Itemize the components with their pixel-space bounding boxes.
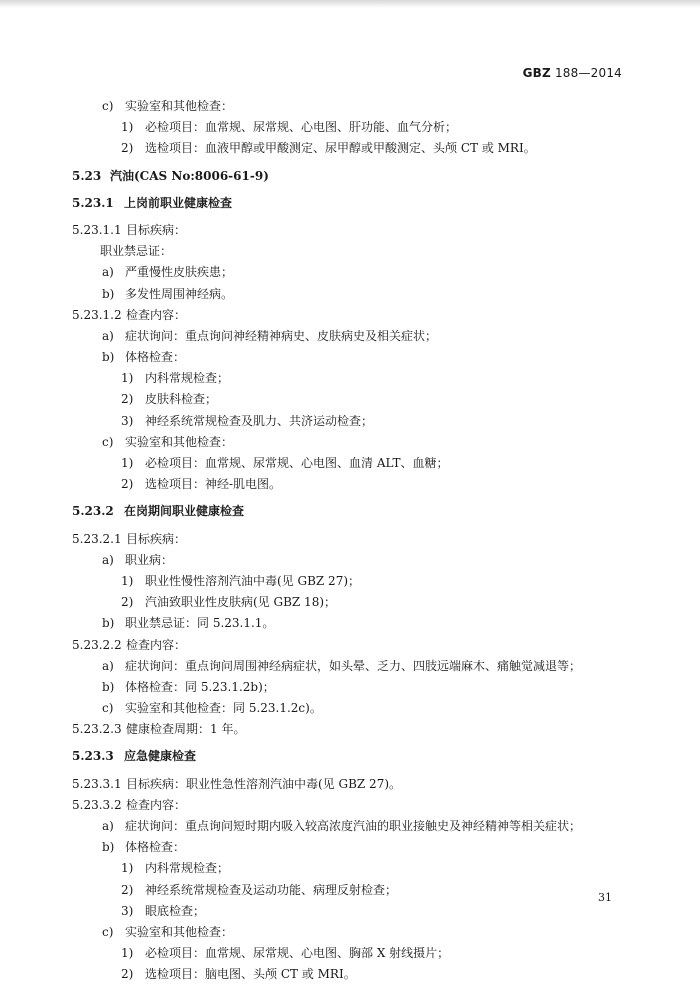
document-line bbox=[0, 774, 700, 795]
clause-number: a) bbox=[102, 552, 114, 567]
clause-text: 汽油致职业性皮肤病(见 GBZ 18)； bbox=[145, 595, 337, 610]
clause-text: 职业禁忌证： bbox=[100, 244, 173, 259]
clause-text: 职业性慢性溶剂汽油中毒(见 GBZ 27)； bbox=[145, 573, 361, 588]
document-line bbox=[0, 241, 700, 262]
clause-number: 5.23.2.1 bbox=[72, 531, 122, 546]
document-line bbox=[0, 880, 700, 901]
clause-text: 实验室和其他检查： bbox=[125, 434, 234, 449]
clause-number: 2) bbox=[121, 595, 134, 610]
standard-number: 188—2014 bbox=[554, 66, 622, 80]
section-heading bbox=[0, 746, 700, 767]
clause-number: b) bbox=[102, 616, 115, 631]
document-line bbox=[0, 347, 700, 368]
clause-text: 实验室和其他检查： bbox=[125, 924, 234, 939]
clause-number: 2) bbox=[121, 967, 134, 982]
clause-text: 检查内容： bbox=[126, 307, 187, 322]
clause-number: a) bbox=[102, 658, 114, 673]
clause-number: 2) bbox=[121, 141, 134, 156]
document-line bbox=[0, 571, 700, 592]
clause-text: 目标疾病：职业性急性溶剂汽油中毒(见 GBZ 27)。 bbox=[126, 776, 402, 791]
clause-number: 1) bbox=[121, 861, 134, 876]
clause-text: 皮肤科检查； bbox=[145, 392, 218, 407]
clause-number: b) bbox=[102, 840, 115, 855]
clause-text: 目标疾病： bbox=[126, 531, 187, 546]
document-line bbox=[0, 837, 700, 858]
clause-text: 职业禁忌证：同 5.23.1.1。 bbox=[125, 616, 275, 631]
clause-text: 职业病： bbox=[125, 552, 174, 567]
clause-number: 2) bbox=[121, 477, 134, 492]
document-line bbox=[0, 858, 700, 879]
clause-text: 体格检查： bbox=[125, 350, 186, 365]
clause-text: 选检项目：神经-肌电图。 bbox=[145, 477, 282, 492]
clause-text: 选检项目：血液甲醇或甲酸测定、尿甲醇或甲酸测定、头颅 CT 或 MRI。 bbox=[145, 141, 536, 156]
document-line bbox=[0, 411, 700, 432]
document-line bbox=[0, 474, 700, 495]
clause-number: 5.23.2.2 bbox=[72, 637, 122, 652]
clause-text: 选检项目：脑电图、头颅 CT 或 MRI。 bbox=[145, 967, 356, 982]
clause-text: 必检项目：血常规、尿常规、心电图、血清 ALT、血糖； bbox=[145, 456, 449, 470]
clause-number: 1) bbox=[121, 946, 134, 961]
clause-number: 5.23.1.1 bbox=[72, 222, 122, 237]
document-line bbox=[0, 117, 700, 138]
clause-number: 5.23.1.2 bbox=[72, 307, 122, 322]
document-line bbox=[0, 698, 700, 719]
document-line bbox=[0, 613, 700, 634]
document-line bbox=[0, 816, 700, 837]
clause-number: b) bbox=[102, 286, 115, 301]
clause-text: 内科常规检查； bbox=[145, 861, 230, 876]
clause-number: 5.23.1 bbox=[72, 195, 114, 210]
document-line bbox=[0, 432, 700, 453]
page-header bbox=[523, 66, 622, 80]
document-line bbox=[0, 550, 700, 571]
document-line bbox=[0, 719, 700, 740]
document-line bbox=[0, 677, 700, 698]
clause-number: 5.23.2.3 bbox=[72, 722, 122, 737]
document-line bbox=[0, 368, 700, 389]
clause-text: 在岗期间职业健康检查 bbox=[124, 504, 245, 519]
clause-text: 严重慢性皮肤疾患； bbox=[125, 265, 234, 280]
clause-text: 必检项目：血常规、尿常规、心电图、胸部 X 射线摄片； bbox=[145, 946, 450, 961]
clause-text: 检查内容： bbox=[126, 637, 187, 652]
clause-number: 3) bbox=[121, 413, 134, 428]
clause-number: 1) bbox=[121, 371, 134, 386]
clause-text: 内科常规检查； bbox=[145, 371, 230, 386]
clause-number: 3) bbox=[121, 903, 134, 918]
clause-text: 应急健康检查 bbox=[124, 749, 197, 764]
clause-number: 5.23.3 bbox=[72, 749, 114, 764]
section-heading bbox=[0, 193, 700, 214]
clause-text: 实验室和其他检查：同 5.23.1.2c)。 bbox=[125, 701, 322, 716]
clause-number: c) bbox=[102, 924, 114, 939]
clause-number: c) bbox=[102, 99, 114, 113]
document-line bbox=[0, 592, 700, 613]
clause-text: 症状询问：重点询问短时期内吸入较高浓度汽油的职业接触史及神经精神等相关症状； bbox=[125, 819, 582, 833]
clause-number: 5.23.3.1 bbox=[72, 776, 122, 791]
clause-text: 神经系统常规检查及运动功能、病理反射检查； bbox=[145, 882, 398, 897]
document-line bbox=[0, 656, 700, 677]
document-line bbox=[0, 453, 700, 474]
clause-text: 上岗前职业健康检查 bbox=[124, 195, 233, 210]
clause-text: 健康检查周期：1 年。 bbox=[126, 722, 246, 737]
clause-number: 1) bbox=[121, 573, 134, 588]
clause-text: 体格检查：同 5.23.1.2b)； bbox=[125, 679, 275, 694]
clause-text: 汽油(CAS No:8006-61-9) bbox=[110, 168, 269, 183]
clause-number: 1) bbox=[121, 120, 134, 135]
clause-text: 实验室和其他检查： bbox=[125, 99, 234, 113]
clause-number: a) bbox=[102, 328, 114, 343]
clause-number: 1) bbox=[121, 456, 134, 470]
clause-text: 多发性周围神经病。 bbox=[125, 286, 234, 301]
clause-number: a) bbox=[102, 819, 114, 833]
clause-text: 目标疾病： bbox=[126, 222, 187, 237]
document-line bbox=[0, 964, 700, 985]
document-line bbox=[0, 138, 700, 159]
document-line bbox=[0, 635, 700, 656]
document-line bbox=[0, 220, 700, 241]
document-line bbox=[0, 389, 700, 410]
document-line bbox=[0, 529, 700, 550]
clause-number: 5.23.2 bbox=[72, 504, 114, 519]
clause-text: 体格检查： bbox=[125, 840, 186, 855]
document-line bbox=[0, 326, 700, 347]
clause-number: 5.23.3.2 bbox=[72, 797, 122, 812]
section-heading bbox=[0, 501, 700, 522]
document-line bbox=[0, 96, 700, 117]
clause-text: 眼底检查； bbox=[145, 903, 206, 918]
section-heading bbox=[0, 166, 700, 187]
document-line bbox=[0, 922, 700, 943]
clause-number: b) bbox=[102, 679, 115, 694]
document-line bbox=[0, 943, 700, 964]
document-line bbox=[0, 262, 700, 283]
document-line bbox=[0, 284, 700, 305]
clause-number: a) bbox=[102, 265, 114, 280]
clause-text: 症状询问：重点询问周围神经病症状，如头晕、乏力、四肢远端麻木、痛触觉减退等； bbox=[125, 658, 582, 673]
clause-number: c) bbox=[102, 434, 114, 449]
clause-text: 神经系统常规检查及肌力、共济运动检查； bbox=[145, 413, 374, 428]
clause-text: 必检项目：血常规、尿常规、心电图、肝功能、血气分析； bbox=[145, 120, 458, 135]
document-line bbox=[0, 795, 700, 816]
clause-number: 5.23 bbox=[72, 168, 102, 183]
document-body bbox=[0, 96, 700, 986]
page-number: 31 bbox=[598, 891, 612, 904]
standard-code: GBZ bbox=[522, 66, 551, 80]
clause-text: 检查内容： bbox=[126, 797, 187, 812]
scan-edge bbox=[0, 0, 700, 8]
document-line bbox=[0, 901, 700, 922]
clause-number: 2) bbox=[121, 392, 134, 407]
clause-number: c) bbox=[102, 701, 114, 716]
document-line bbox=[0, 305, 700, 326]
clause-number: b) bbox=[102, 350, 115, 365]
clause-text: 症状询问：重点询问神经精神病史、皮肤病史及相关症状； bbox=[125, 328, 438, 343]
clause-number: 2) bbox=[121, 882, 134, 897]
